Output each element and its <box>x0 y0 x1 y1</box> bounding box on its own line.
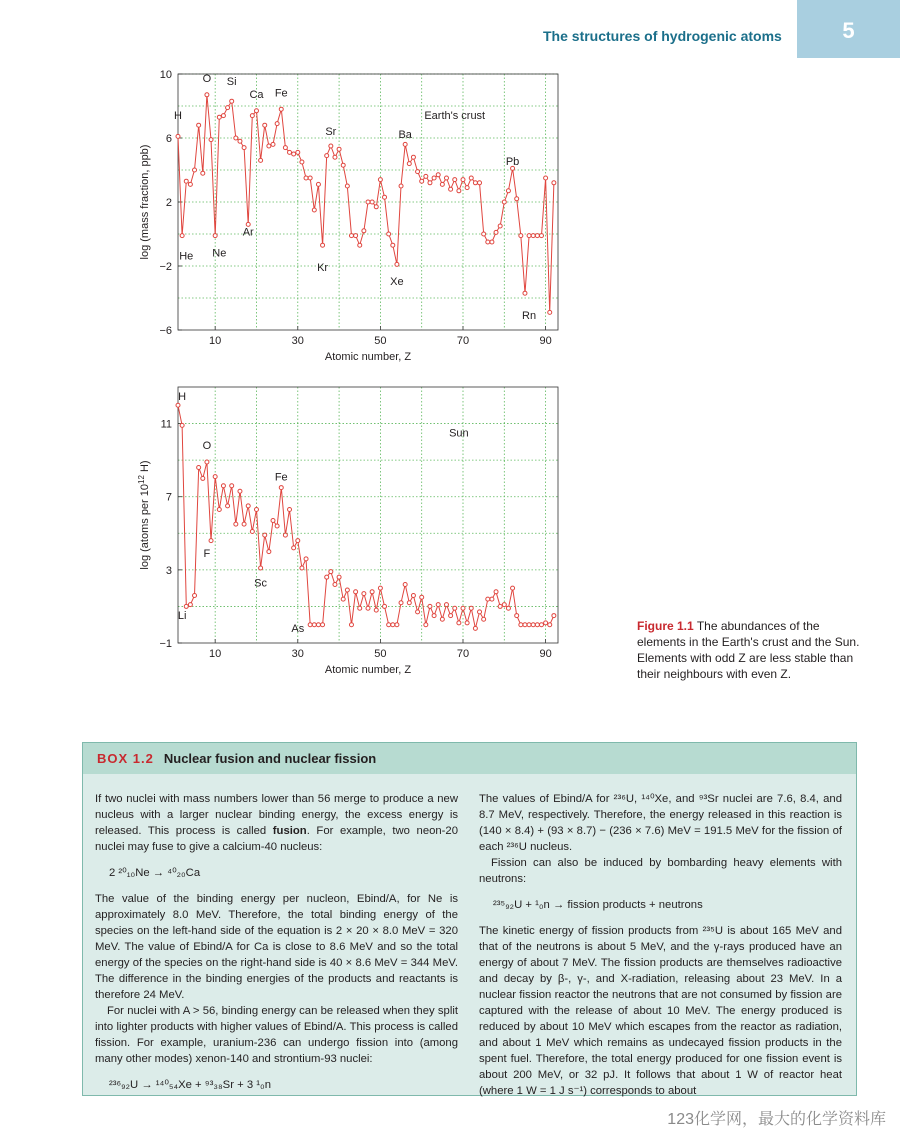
data-point <box>325 154 329 158</box>
data-point <box>296 150 300 154</box>
y-tick-label: 10 <box>159 69 172 81</box>
text-run: . For example, two neon-20 nuclei may fuse to give a calcium-40 nucleus: <box>95 825 459 853</box>
data-point <box>457 621 461 625</box>
data-point <box>358 606 362 610</box>
box-left-column <box>95 791 458 1103</box>
box-number: BOX 1.2 <box>97 751 154 766</box>
x-tick-label: 10 <box>209 648 222 660</box>
data-point <box>250 114 254 118</box>
data-point <box>482 232 486 236</box>
y-tick-label: 2 <box>165 197 172 209</box>
equation-fission-u235: ²³⁵₉₂U + ¹₀n → fission products + neutrons <box>493 899 703 911</box>
data-point <box>193 168 197 172</box>
data-point <box>502 200 506 204</box>
data-point <box>226 504 230 508</box>
data-point <box>465 186 469 190</box>
element-label-earth-s-crust: Earth's crust <box>424 109 486 122</box>
data-point <box>370 200 374 204</box>
data-point <box>345 184 349 188</box>
data-point <box>226 106 230 110</box>
box-paragraph: For nuclei with A > 56, binding energy can be released when they split into lighter products with higher values of Ebind/A. This process is called fission. For example, uranium-236 can undergo fission into (among many other modes) xenon-140 and strontium-93 nuclei: <box>95 1005 458 1065</box>
data-point <box>444 176 448 180</box>
data-point <box>531 234 535 238</box>
data-point <box>449 614 453 618</box>
data-point <box>197 465 201 469</box>
data-point <box>242 146 246 150</box>
data-point <box>440 617 444 621</box>
data-point <box>424 174 428 178</box>
data-point <box>312 208 316 212</box>
y-tick-label: −6 <box>159 325 172 337</box>
data-point <box>420 595 424 599</box>
data-point <box>267 550 271 554</box>
data-point <box>337 575 341 579</box>
data-point <box>354 590 358 594</box>
equation-fusion: 2 ²⁰₁₀Ne → ⁴⁰₂₀Ca <box>109 867 201 879</box>
data-point <box>304 176 308 180</box>
data-point <box>213 234 217 238</box>
data-point <box>325 575 329 579</box>
y-tick-label: 3 <box>165 564 172 577</box>
data-point <box>238 489 242 493</box>
data-point <box>395 623 399 627</box>
data-point <box>387 232 391 236</box>
data-point <box>197 123 201 127</box>
data-point <box>378 178 382 182</box>
data-point <box>188 182 192 186</box>
data-point <box>333 155 337 159</box>
data-point <box>292 546 296 550</box>
data-point <box>548 623 552 627</box>
data-point <box>465 621 469 625</box>
data-point <box>254 508 258 512</box>
data-point <box>523 623 527 627</box>
data-point <box>420 179 424 183</box>
data-point <box>234 522 238 526</box>
data-point <box>387 623 391 627</box>
element-label-li: Li <box>177 610 187 623</box>
data-point <box>383 604 387 608</box>
x-tick-label: 90 <box>539 648 552 660</box>
element-label-ca: Ca <box>249 89 264 101</box>
data-point <box>358 243 362 247</box>
y-tick-label: −1 <box>159 638 172 650</box>
element-label-pb: Pb <box>505 156 520 169</box>
data-point <box>444 603 448 607</box>
data-point <box>378 586 382 590</box>
data-point <box>341 163 345 167</box>
y-axis-label: log (atoms per $10^{12}$ H) <box>137 460 151 570</box>
data-point <box>416 170 420 174</box>
data-point <box>271 518 275 522</box>
data-point <box>399 184 403 188</box>
element-label-xe: Xe <box>390 276 404 289</box>
data-point <box>428 604 432 608</box>
box-paragraph: Fission can also be induced by bombarding heavy elements with neutrons: <box>479 857 842 885</box>
data-point <box>539 234 543 238</box>
data-point <box>362 229 366 233</box>
data-point <box>333 582 337 586</box>
data-point <box>383 195 387 199</box>
box-paragraph <box>95 791 458 855</box>
x-tick-label: 30 <box>291 648 304 660</box>
data-point <box>486 240 490 244</box>
data-point <box>515 614 519 618</box>
data-point <box>374 608 378 612</box>
data-point <box>498 604 502 608</box>
data-point <box>283 146 287 150</box>
data-point <box>411 593 415 597</box>
data-point <box>184 179 188 183</box>
page-number-tab <box>797 0 900 58</box>
box-title: Nuclear fusion and nuclear fission <box>163 751 377 766</box>
x-tick-label: 30 <box>291 335 304 347</box>
y-tick-label: 11 <box>160 418 172 431</box>
data-point <box>407 601 411 605</box>
data-point <box>259 566 263 570</box>
data-point <box>349 623 353 627</box>
data-point <box>370 590 374 594</box>
data-point <box>193 593 197 597</box>
data-point <box>461 178 465 182</box>
element-label-fe: Fe <box>274 471 288 484</box>
x-tick-label: 50 <box>374 335 387 347</box>
element-label-ba: Ba <box>398 129 412 141</box>
data-point <box>180 423 184 427</box>
data-point <box>490 240 494 244</box>
running-head: The structures of hydrogenic atoms <box>543 28 782 44</box>
page-number: 5 <box>842 18 855 43</box>
data-point <box>345 588 349 592</box>
data-point <box>292 152 296 156</box>
element-label-sun: Sun <box>449 427 469 440</box>
data-point <box>267 144 271 148</box>
element-label-o: O <box>202 73 212 85</box>
data-point <box>432 614 436 618</box>
data-point <box>523 291 527 295</box>
term-fusion: fusion <box>272 825 307 837</box>
data-point <box>221 484 225 488</box>
data-point <box>548 310 552 314</box>
data-point <box>242 522 246 526</box>
data-point <box>449 187 453 191</box>
data-point <box>440 182 444 186</box>
box-header <box>83 743 856 774</box>
data-point <box>184 604 188 608</box>
element-label-kr: Kr <box>317 261 329 274</box>
y-axis-label: log (mass fraction, ppb) <box>139 144 151 260</box>
data-point <box>539 623 543 627</box>
data-point <box>213 475 217 479</box>
data-point <box>527 623 531 627</box>
element-label-fe: Fe <box>274 87 288 100</box>
data-point <box>552 181 556 185</box>
data-point <box>230 99 234 103</box>
data-point <box>453 606 457 610</box>
y-tick-label: 6 <box>165 133 172 145</box>
data-point <box>205 93 209 97</box>
data-point <box>263 123 267 127</box>
data-point <box>221 114 225 118</box>
data-point <box>238 139 242 143</box>
x-tick-label: 50 <box>374 648 387 660</box>
data-point <box>506 606 510 610</box>
element-label-ar: Ar <box>242 226 254 239</box>
data-point <box>527 234 531 238</box>
element-label-sr: Sr <box>325 125 337 138</box>
data-point <box>519 623 523 627</box>
data-point <box>362 592 366 596</box>
data-point <box>478 181 482 185</box>
data-point <box>300 160 304 164</box>
data-point <box>490 597 494 601</box>
data-point <box>366 200 370 204</box>
data-point <box>263 533 267 537</box>
data-point <box>209 138 213 142</box>
data-point <box>316 182 320 186</box>
data-point <box>416 610 420 614</box>
data-point <box>279 486 283 490</box>
data-point <box>436 603 440 607</box>
data-point <box>374 205 378 209</box>
y-tick-label: 7 <box>165 491 172 504</box>
data-point <box>275 524 279 528</box>
data-point <box>498 224 502 228</box>
data-point <box>312 623 316 627</box>
data-point <box>209 539 213 543</box>
data-point <box>300 566 304 570</box>
data-point <box>502 603 506 607</box>
y-tick-label: −2 <box>159 261 172 273</box>
data-point <box>250 529 254 533</box>
data-point <box>478 610 482 614</box>
data-point <box>283 533 287 537</box>
element-label-as: As <box>291 623 305 636</box>
data-point <box>354 234 358 238</box>
data-point <box>457 189 461 193</box>
data-point <box>176 403 180 407</box>
data-point <box>399 601 403 605</box>
data-point <box>341 597 345 601</box>
element-label-rn: Rn <box>522 309 537 322</box>
element-label-h: H <box>174 109 182 122</box>
data-point <box>535 623 539 627</box>
element-label-o: O <box>202 440 212 453</box>
x-tick-label: 90 <box>539 335 552 347</box>
data-point <box>366 606 370 610</box>
data-point <box>391 243 395 247</box>
element-label-si: Si <box>226 76 237 89</box>
data-point <box>288 150 292 154</box>
data-point <box>403 142 407 146</box>
earth-crust-chart <box>128 62 568 372</box>
box-right-column <box>479 791 842 1099</box>
equation-fission-u236: ²³⁶₉₂U → ¹⁴⁰₅₄Xe + ⁹³₃₈Sr + 3 ¹₀n <box>109 1079 271 1091</box>
data-point <box>482 617 486 621</box>
data-point <box>531 623 535 627</box>
element-label-f: F <box>203 548 211 561</box>
figure-caption <box>637 618 862 682</box>
data-point <box>552 614 556 618</box>
box-paragraph: The kinetic energy of fission products from ²³⁵U is about 165 MeV and that of the neutrons is about 5 MeV, and the γ-rays produced have an energy of about 7 MeV. The fission products are themselves radioactive and decay by β-, γ-, and X-radiation, releasing about 23 MeV. In a nuclear fission reactor the neutrons that are not consumed by fission are captured with the release of about 10 MeV. The energy produced is reduced by about 10 MeV which escapes from the reactor as radiation, and about 1 MeV which remains as undecayed fission products in the spent fuel. Therefore, the total energy produced for one fission event is about 200 MeV, or 32 pJ. It follows that about 1 W of reactor heat (where 1 W = 1 J s⁻¹) corresponds to about <box>479 925 842 1097</box>
data-point <box>432 176 436 180</box>
data-point <box>201 171 205 175</box>
data-point <box>436 173 440 177</box>
data-point <box>461 606 465 610</box>
data-point <box>519 234 523 238</box>
data-point <box>395 262 399 266</box>
data-point <box>515 197 519 201</box>
data-point <box>254 109 258 113</box>
data-point <box>511 586 515 590</box>
data-point <box>279 107 283 111</box>
data-point <box>349 234 353 238</box>
data-point <box>424 623 428 627</box>
figure-caption-label: Figure 1.1 <box>637 619 694 633</box>
figure-caption-text: The abundances of the elements in the Earth's crust and the Sun. Elements with odd Z are less stable than their neighbours with even Z. <box>637 619 860 681</box>
data-point <box>308 623 312 627</box>
data-point <box>230 484 234 488</box>
x-tick-label: 70 <box>456 335 470 347</box>
x-tick-label: 70 <box>456 648 470 660</box>
watermark: 123化学网，最大的化学资料库 <box>667 1111 886 1128</box>
box-nuclear-fusion-fission <box>82 742 857 1096</box>
data-point <box>535 234 539 238</box>
data-point <box>308 176 312 180</box>
data-point <box>469 606 473 610</box>
data-point <box>486 597 490 601</box>
data-point <box>271 142 275 146</box>
data-point <box>473 626 477 630</box>
data-point <box>304 557 308 561</box>
data-point <box>288 508 292 512</box>
data-point <box>217 115 221 119</box>
element-label-sc: Sc <box>254 577 268 590</box>
data-point <box>391 623 395 627</box>
data-point <box>201 476 205 480</box>
box-paragraph: The values of Ebind/A for ²³⁶U, ¹⁴⁰Xe, and ⁹³Sr nuclei are 7.6, 8.4, and 8.7 MeV, respectively. Therefore, the energy released in this reaction is (140 × 8.4) + (93 × 8.7) − (236 × 7.6) MeV = 191.5 MeV for the fission of each ²³⁶U nucleus. <box>479 793 842 853</box>
box-paragraph: The value of the binding energy per nucleon, Ebind/A, for Ne is approximately 8.0 MeV. Therefore, the total binding energy of the species on the left-hand side of the equation is 2 × 20 × 8.0 MeV = 320 MeV. The value of Ebind/A for Ca is close to 8.6 MeV and so the total energy of the species on the right-hand side is 40 × 8.6 MeV = 344 MeV. The difference in the binding energies of the products and reactants is therefore 24 MeV. <box>95 893 458 1001</box>
data-point <box>494 590 498 594</box>
series-line <box>178 95 554 313</box>
data-point <box>259 158 263 162</box>
x-axis-label: Atomic number, Z <box>324 351 412 363</box>
data-point <box>494 230 498 234</box>
data-point <box>321 243 325 247</box>
data-point <box>473 181 477 185</box>
data-point <box>337 147 341 151</box>
data-point <box>180 234 184 238</box>
data-point <box>407 162 411 166</box>
element-label-ne: Ne <box>212 247 227 260</box>
data-point <box>316 623 320 627</box>
data-point <box>544 176 548 180</box>
data-point <box>296 539 300 543</box>
x-tick-label: 10 <box>209 335 222 347</box>
element-label-he: He <box>179 250 194 263</box>
data-point <box>275 122 279 126</box>
text-run: If two nuclei with mass numbers lower than 56 merge to produce a new nucleus with a larger nuclear binding energy, the excess energy is released. This process is called <box>95 793 458 837</box>
data-point <box>403 582 407 586</box>
data-point <box>217 508 221 512</box>
data-point <box>188 603 192 607</box>
data-point <box>469 176 473 180</box>
data-point <box>506 189 510 193</box>
data-point <box>176 134 180 138</box>
sun-chart <box>128 375 568 685</box>
element-label-h: H <box>178 390 187 403</box>
x-axis-label: Atomic number, Z <box>324 664 412 676</box>
data-point <box>205 460 209 464</box>
data-point <box>329 570 333 574</box>
data-point <box>453 178 457 182</box>
data-point <box>428 181 432 185</box>
data-point <box>329 144 333 148</box>
data-point <box>234 136 238 140</box>
data-point <box>246 504 250 508</box>
data-point <box>411 155 415 159</box>
data-point <box>544 621 548 625</box>
data-point <box>321 623 325 627</box>
